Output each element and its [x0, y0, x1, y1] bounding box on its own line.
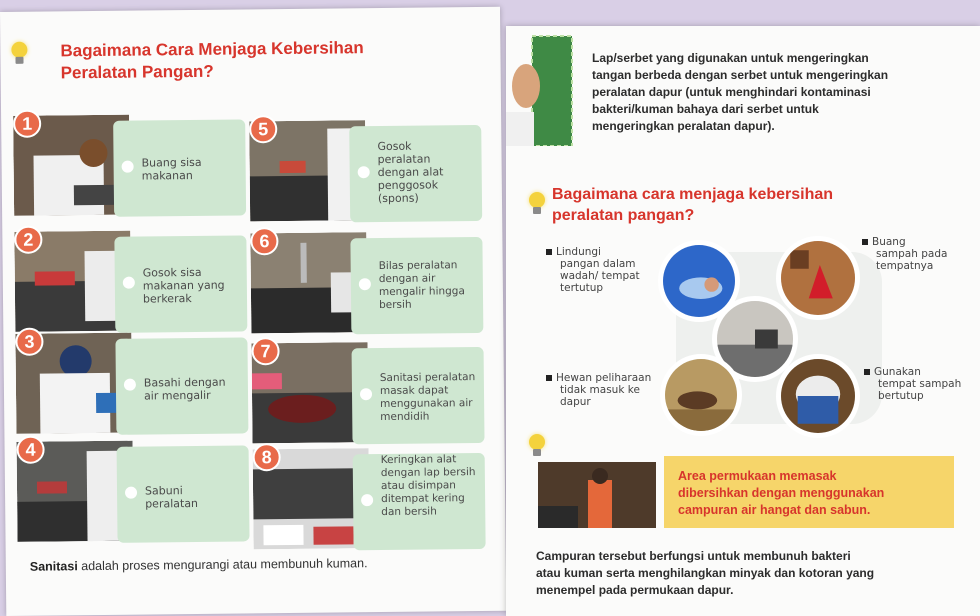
label-line: tertutup	[560, 282, 604, 294]
label-line: Hewan peliharaan	[556, 372, 652, 384]
label-line: tidak masuk ke	[560, 384, 640, 396]
step-text: makanan yang	[142, 278, 225, 293]
step-number: 7	[251, 337, 279, 365]
lightbulb-icon	[528, 434, 546, 458]
step-number: 1	[13, 110, 41, 138]
step-text: makanan	[141, 168, 193, 183]
trash-disposal-photo	[776, 236, 860, 320]
label-covered-bin	[864, 366, 961, 402]
footer-line: menempel pada permukaan dapur.	[536, 583, 734, 597]
intro-line: mengeringkan peralatan dapur).	[592, 119, 775, 133]
highlight-line: dibersihkan dengan menggunakan	[678, 486, 885, 500]
step-text: Keringkan alat	[380, 453, 457, 467]
intro-line: peralatan dapur (untuk menghindari kontaminasi	[592, 85, 871, 99]
label-line: sampah pada	[876, 248, 948, 260]
intro-line: bakteri/kuman bahaya dari serbet untuk	[592, 102, 819, 116]
step-text: peralatan	[145, 496, 199, 511]
footer-line: Campuran tersebut berfungsi untuk membunuh bakteri	[536, 549, 851, 563]
intro-line: tangan berbeda dengan serbet untuk mengeringkan	[592, 68, 889, 82]
step-text: Sabuni	[144, 484, 183, 498]
sanitation-note	[30, 556, 368, 574]
towel-photo	[506, 26, 576, 146]
left-page	[0, 7, 506, 616]
highlight-line: campuran air hangat dan sabun.	[678, 503, 871, 517]
step-text: Bilas peralatan	[378, 259, 458, 273]
step-text: Buang sisa	[141, 155, 202, 170]
label-line: tempatnya	[876, 260, 934, 272]
step-text: (spons)	[377, 191, 419, 206]
label-no-pets	[546, 372, 651, 408]
pets-photo	[660, 354, 742, 436]
step-text: peralatan	[377, 152, 431, 167]
step-number: 6	[250, 227, 278, 255]
step-text: atau disimpan	[380, 479, 456, 493]
note-bold: Sanitasi	[29, 559, 78, 574]
step-text: dengan lap bersih	[380, 466, 476, 480]
step-text: Gosok	[377, 139, 412, 154]
step-number: 8	[253, 443, 281, 471]
step-number: 2	[14, 226, 42, 254]
towel-note	[592, 50, 972, 135]
step-text: berkerak	[142, 292, 192, 306]
highlight-text	[678, 468, 950, 519]
footer-line: atau kuman serta menghilangkan minyak dan kotoran yang	[536, 566, 875, 580]
lightbulb-icon	[10, 42, 28, 66]
step-text: Gosok sisa	[142, 265, 202, 280]
step-text: masak dapat	[379, 384, 449, 398]
page-title-line1: Bagaimana Cara Menjaga Kebersihan	[60, 38, 364, 61]
step-number: 5	[249, 115, 277, 143]
step-text: mengalir hingga	[378, 285, 465, 299]
label-line: tempat sampah	[878, 378, 962, 390]
label-dispose-trash	[862, 236, 947, 272]
note-rest: adalah proses mengurangi atau membunuh kuman.	[77, 556, 368, 574]
label-line: Buang	[872, 236, 906, 248]
intro-line: Lap/serbet yang digunakan untuk mengeringkan	[592, 51, 869, 65]
step-text: penggosok	[377, 178, 439, 193]
right-page	[506, 26, 980, 616]
label-line: Gunakan	[874, 366, 921, 378]
label-line: wadah/ tempat	[560, 270, 640, 282]
page-title-line2: Peralatan Pangan?	[60, 61, 214, 83]
step-text: Sanitasi peralatan	[379, 371, 476, 385]
step-text: mendidih	[380, 410, 430, 424]
step-text: Basahi dengan	[143, 375, 226, 390]
label-protect-food	[546, 246, 640, 294]
step-number: 3	[15, 328, 43, 356]
step-text: air mengalir	[143, 388, 211, 403]
label-line: bertutup	[878, 390, 924, 402]
label-line: dapur	[560, 396, 591, 408]
step-text: dengan alat	[377, 165, 444, 180]
step-text: dan bersih	[381, 505, 437, 519]
footer-note	[536, 548, 976, 599]
step-text: bersih	[379, 298, 412, 312]
cooking-area-photo	[538, 462, 656, 528]
step-text: ditempat kering	[381, 492, 465, 506]
label-line: pangan dalam	[560, 258, 636, 270]
section-title-line2: peralatan pangan?	[552, 207, 695, 224]
step-text: dengan air	[378, 272, 436, 286]
label-line: Lindungi	[556, 246, 601, 258]
step-number: 4	[16, 436, 44, 464]
covered-bin-photo	[776, 354, 860, 438]
highlight-line: Area permukaan memasak	[678, 469, 837, 483]
section-title-line1: Bagaimana cara menjaga kebersihan	[552, 186, 834, 203]
lightbulb-icon	[528, 192, 546, 216]
step-text: menggunakan air	[380, 397, 473, 411]
